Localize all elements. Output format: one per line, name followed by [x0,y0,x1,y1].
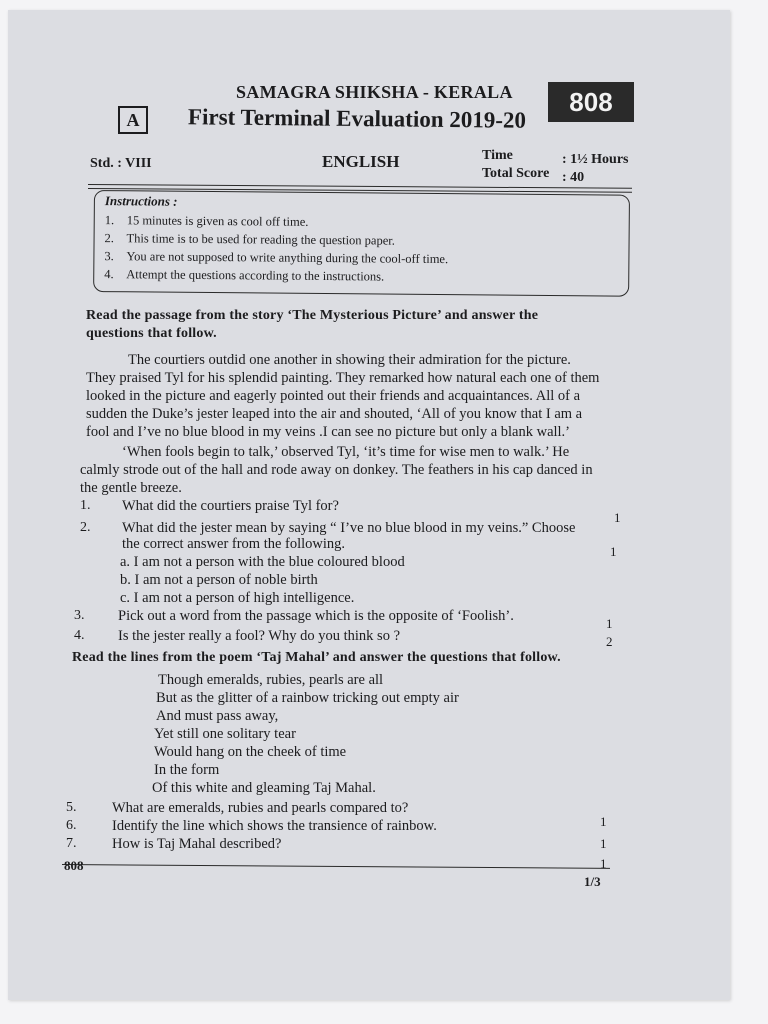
poem-line: Yet still one solitary tear [154,726,296,742]
instruction-item: 1. 15 minutes is given as cool off time. [104,213,309,229]
standard-label: Std. : VIII [90,156,152,171]
question-mark: 1 [600,836,607,851]
time-label: Time [482,148,513,163]
page-number: 1/3 [584,874,601,889]
passage-line: ‘When fools begin to talk,’ observed Tyl, ‘it’s time for wise men to walk.’ He [122,444,570,460]
question-number: 6. [66,818,77,833]
instructions-box [93,190,630,297]
poem-line: And must pass away, [156,708,279,724]
question-number: 2. [80,520,91,535]
poem-line: In the form [154,762,220,778]
passage-line: fool and I’ve no blue blood in my veins .I can see no picture but only a blank wall.’ [86,424,571,440]
total-score-value: : 40 [562,170,585,185]
instruction-item: 4. Attempt the questions according to the instructions. [104,267,385,284]
question-mark: 2 [606,634,613,649]
answer-option: c. I am not a person of high intelligence. [120,590,355,606]
exam-title: First Terminal Evaluation 2019-20 [187,104,527,133]
time-value: : 1½ Hours [562,152,629,167]
passage-line: looked in the picture and eagerly pointed out their friends and acquaintances. All of a [86,388,581,404]
question-mark: 1 [606,616,613,631]
question-number: 3. [74,608,85,623]
question-number: 5. [66,800,77,815]
section-1-heading: Read the passage from the story ‘The Mysterious Picture’ and answer the [86,308,539,323]
footer-code: 808 [64,858,84,873]
question-text: What are emeralds, rubies and pearls compared to? [112,800,409,816]
passage-line: calmly strode out of the hall and rode away on donkey. The feathers in his cap danced in [80,462,593,478]
poem-line: Would hang on the cheek of time [154,744,347,760]
question-number: 7. [66,836,77,851]
footer-rule [62,864,610,869]
passage-line: The courtiers outdid one another in showing their admiration for the picture. [128,352,571,368]
board-name: SAMAGRA SHIKSHA - KERALA [236,82,513,102]
question-mark: 1 [610,544,617,559]
poem-line: Though emeralds, rubies, pearls are all [158,672,384,688]
section-1-heading-cont: questions that follow. [86,326,217,341]
question-text: Pick out a word from the passage which is the opposite of ‘Foolish’. [118,608,514,624]
total-score-label: Total Score [482,166,550,181]
instruction-item: 2. This time is to be used for reading the question paper. [104,231,395,248]
answer-option: b. I am not a person of noble birth [120,572,318,588]
passage-line: sudden the Duke’s jester leaped into the air and shouted, ‘All of you know that I am a [86,406,583,422]
answer-option: a. I am not a person with the blue coloured blood [120,554,405,570]
question-mark: 1 [614,510,621,525]
poem-line: But as the glitter of a rainbow tricking out empty air [156,690,459,706]
question-text-cont: the correct answer from the following. [122,536,346,552]
passage-line: They praised Tyl for his splendid painting. They remarked how natural each one of them [86,370,600,386]
poem-line: Of this white and gleaming Taj Mahal. [152,780,376,796]
question-text: Identify the line which shows the transience of rainbow. [112,818,437,834]
section-2-heading: Read the lines from the poem ‘Taj Mahal’ and answer the questions that follow. [72,650,561,665]
passage-line: the gentle breeze. [80,480,182,496]
instruction-item: 3. You are not supposed to write anything during the cool-off time. [104,249,449,267]
question-number: 4. [74,628,85,643]
question-paper [8,10,730,1000]
question-number: 1. [80,498,91,513]
question-mark: 1 [600,856,607,871]
question-mark: 1 [600,814,607,829]
question-text: How is Taj Mahal described? [112,836,282,852]
instructions-title: Instructions : [104,193,178,209]
question-text: Is the jester really a fool? Why do you think so ? [118,628,401,644]
paper-code-badge: 808 [548,82,634,122]
question-text: What did the courtiers praise Tyl for? [122,498,339,514]
subject-title: ENGLISH [322,152,400,171]
set-letter-box: A [118,106,148,134]
question-text: What did the jester mean by saying “ I’ve no blue blood in my veins.” Choose [122,520,576,536]
